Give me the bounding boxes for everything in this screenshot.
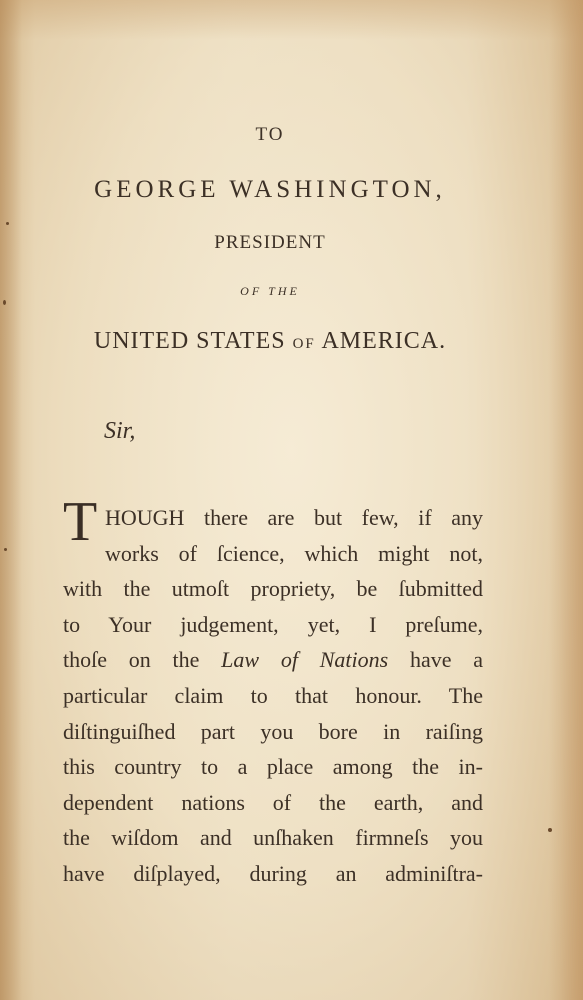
foxing-spot [6,222,9,225]
body-line: dependent nations of the earth, and [63,789,483,815]
body-paragraph [63,500,483,892]
foxing-spot [548,828,552,832]
dedication-name: GEORGE WASHINGTON, [94,176,446,203]
body-line: have diſplayed, during an adminiſtra- [63,860,483,886]
body-line: HOUGH there are but few, if any [105,505,483,530]
page-edge-top [0,0,583,40]
dedication-country [0,328,540,355]
body-line-with-italic [63,642,483,678]
body-line: particular claim to that honour. The [63,682,483,708]
page-edge-left [0,0,22,1000]
country-of: OF [292,336,316,352]
body-line-segment: thoſe on the [63,647,200,673]
foxing-spot [3,300,6,305]
italic-phrase: Law of Nations [221,647,389,673]
foxing-spot [4,548,7,551]
country-part2: AMERICA. [321,328,447,354]
body-line: works of ſcience, which might not, [105,540,483,566]
body-line: diſtinguiſhed part you bore in raiſing [63,718,483,744]
page-edge-right [549,0,583,1000]
dedication-to: TO [255,124,285,145]
dedication-title: PRESIDENT [214,232,326,253]
body-line: the wiſdom and unſhaken firmneſs you [63,825,483,851]
body-line: with the utmoſt propriety, be ſubmitted [63,576,483,602]
country-part1: UNITED STATES [93,328,286,354]
drop-cap: T [63,491,98,553]
body-line-segment: have a [409,647,484,673]
body-line: this country to a place among the in- [63,754,483,780]
salutation: Sir, [104,418,136,444]
body-line: to Your judgement, yet, I preſume, [63,611,483,637]
dedication-of-the: OF THE [240,284,300,298]
